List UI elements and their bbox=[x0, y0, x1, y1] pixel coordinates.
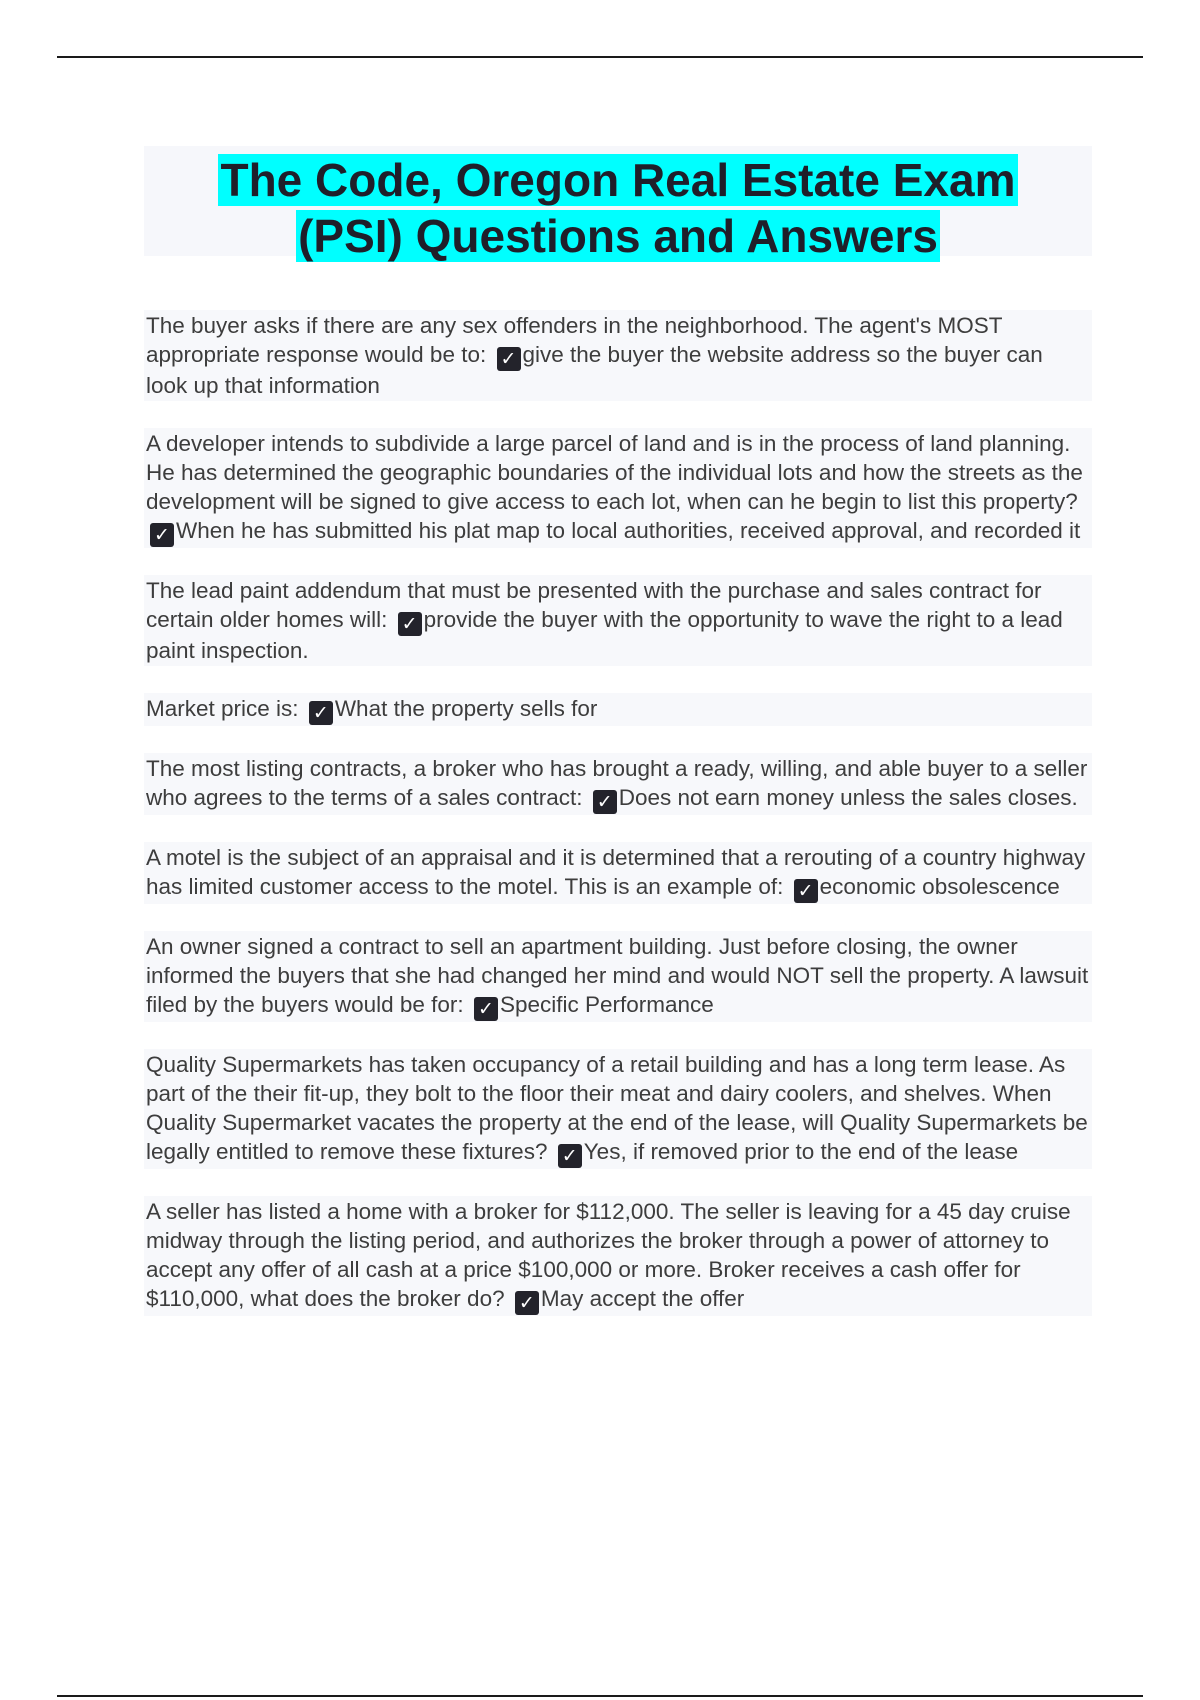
qa-item bbox=[144, 310, 1092, 401]
checkmark-icon: ✓ bbox=[398, 612, 422, 636]
answer-text: give the buyer the website address so the buyer can look up that information bbox=[146, 342, 1043, 398]
qa-item bbox=[144, 753, 1092, 815]
checkmark-icon: ✓ bbox=[593, 790, 617, 814]
qa-item bbox=[144, 842, 1092, 904]
qa-item bbox=[144, 931, 1092, 1022]
checkmark-icon: ✓ bbox=[497, 347, 521, 371]
page-title bbox=[144, 152, 1092, 264]
answer-text: provide the buyer with the opportunity to wave the right to a lead paint inspection. bbox=[146, 607, 1063, 663]
qa-item bbox=[144, 1049, 1092, 1169]
qa-item bbox=[144, 693, 1092, 726]
question-text: A developer intends to subdivide a large parcel of land and is in the process of land planning. He has determined the geographic boundaries of the individual lots and how the streets as the development will be signed to give access to each lot, when can he begin to list this property? bbox=[146, 431, 1083, 514]
checkmark-icon: ✓ bbox=[558, 1144, 582, 1168]
checkmark-icon: ✓ bbox=[474, 997, 498, 1021]
checkmark-icon: ✓ bbox=[794, 879, 818, 903]
title-line-1: The Code, Oregon Real Estate Exam bbox=[220, 154, 1016, 206]
answer-text: Does not earn money unless the sales closes. bbox=[618, 785, 1078, 810]
answer-text: Yes, if removed prior to the end of the lease bbox=[583, 1139, 1019, 1164]
answer-text: economic obsolescence bbox=[819, 874, 1060, 899]
checkmark-icon: ✓ bbox=[515, 1291, 539, 1315]
answer-text: When he has submitted his plat map to local authorities, received approval, and recorded it bbox=[176, 518, 1081, 543]
bottom-rule bbox=[57, 1695, 1143, 1697]
question-text: The lead paint addendum that must be presented with the purchase and sales contract for certain older homes will: bbox=[146, 578, 1042, 632]
qa-item bbox=[144, 575, 1092, 666]
question-text: Market price is: bbox=[146, 696, 299, 721]
answer-text: May accept the offer bbox=[540, 1286, 745, 1311]
question-text: Quality Supermarkets has taken occupancy of a retail building and has a long term lease. As part of the their fit-up, they bolt to the floor their meat and dairy coolers, and shelves. When Quality Supermarket vacates the property at the end of the lease, will Quality Supermarkets be legally entitled to remove these fixtures? bbox=[146, 1052, 1088, 1164]
question-text: The most listing contracts, a broker who has brought a ready, willing, and able buyer to a seller who agrees to the terms of a sales contract: bbox=[146, 756, 1088, 810]
qa-list bbox=[144, 310, 1092, 1343]
qa-item bbox=[144, 428, 1092, 548]
top-rule bbox=[57, 56, 1143, 58]
title-block bbox=[144, 146, 1092, 262]
question-text: An owner signed a contract to sell an apartment building. Just before closing, the owner informed the buyers that she had changed her mind and would NOT sell the property. A lawsuit filed by the buyers would be for: bbox=[146, 934, 1089, 1017]
title-line-2: (PSI) Questions and Answers bbox=[298, 210, 938, 262]
question-text: A motel is the subject of an appraisal and it is determined that a rerouting of a country highway has limited customer access to the motel. This is an example of: bbox=[146, 845, 1086, 899]
checkmark-icon: ✓ bbox=[150, 523, 174, 547]
qa-item bbox=[144, 1196, 1092, 1316]
question-text: A seller has listed a home with a broker for $112,000. The seller is leaving for a 45 day cruise midway through the listing period, and authorizes the broker through a power of attorney to accept any offer of all cash at a price $100,000 or more. Broker receives a cash offer for $110,000, what does the broker do? bbox=[146, 1199, 1071, 1311]
answer-text: Specific Performance bbox=[499, 992, 714, 1017]
question-text: The buyer asks if there are any sex offenders in the neighborhood. The agent's MOST appropriate response would be to: bbox=[146, 313, 1003, 367]
answer-text: What the property sells for bbox=[334, 696, 598, 721]
checkmark-icon: ✓ bbox=[309, 701, 333, 725]
